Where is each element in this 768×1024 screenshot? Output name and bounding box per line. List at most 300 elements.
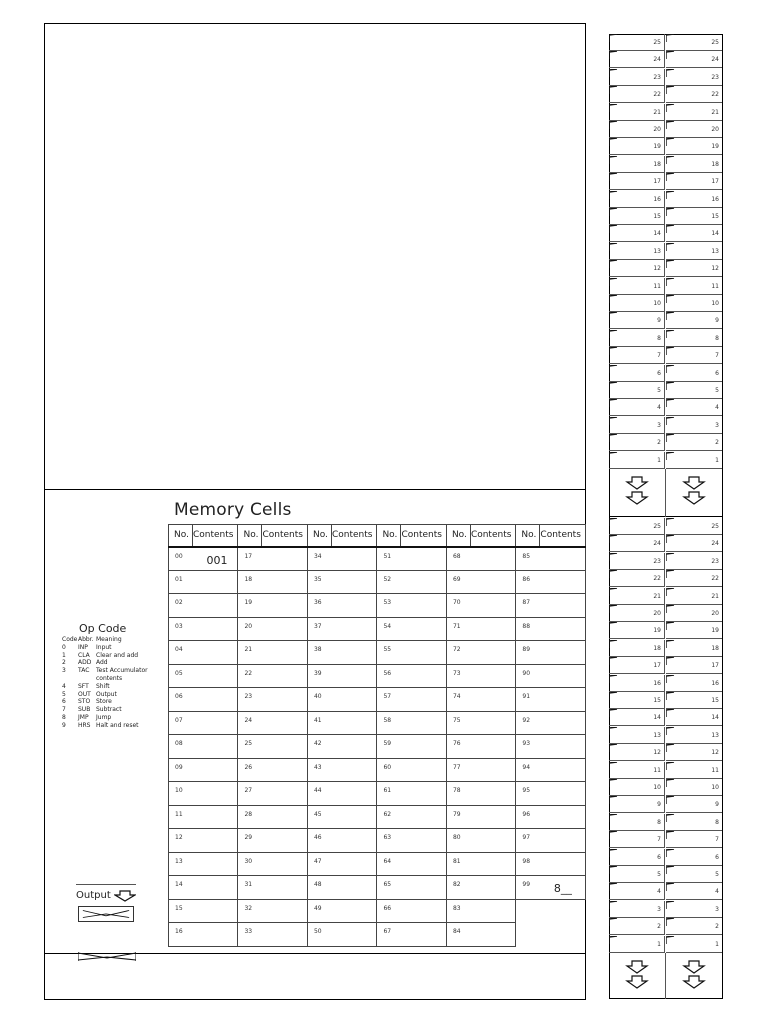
card-strip-cell[interactable] (609, 518, 665, 535)
memory-cell-contents[interactable] (470, 782, 515, 806)
card-strip-number: 3 (715, 421, 719, 429)
card-strip-cell[interactable] (609, 295, 665, 312)
card-strip-cell[interactable] (666, 121, 722, 138)
card-strip-cell[interactable] (609, 69, 665, 86)
memory-cell-contents[interactable] (401, 852, 446, 876)
memory-cell-contents[interactable] (540, 617, 585, 641)
memory-cell-contents[interactable] (540, 711, 585, 735)
card-strip-number: 14 (711, 230, 719, 238)
memory-cell-number (377, 876, 401, 900)
cell-address: 66 (383, 904, 392, 912)
table-row (169, 899, 586, 923)
corner-tick-icon (609, 382, 619, 392)
memory-cell-contents[interactable] (331, 923, 376, 947)
card-strip-cell[interactable] (666, 434, 722, 451)
card-strip-cell[interactable] (609, 796, 665, 813)
card-strip-cell[interactable] (609, 883, 665, 900)
card-strip-cell[interactable] (666, 452, 722, 469)
memory-cell-number (307, 711, 331, 735)
memory-cell-contents[interactable] (331, 641, 376, 665)
card-strip-cell[interactable] (609, 866, 665, 883)
memory-cell-contents[interactable] (401, 782, 446, 806)
memory-cell-contents[interactable] (540, 570, 585, 594)
memory-cell-contents[interactable] (262, 782, 307, 806)
card-strip-cell[interactable] (666, 347, 722, 364)
card-strip-cell[interactable] (666, 86, 722, 103)
memory-cell-contents[interactable] (540, 641, 585, 665)
card-strip-cell[interactable] (609, 918, 665, 935)
card-strip-number: 2 (657, 439, 661, 447)
memory-cell-contents[interactable] (262, 641, 307, 665)
memory-cell-contents[interactable] (540, 829, 585, 853)
card-strip-cell[interactable] (666, 312, 722, 329)
memory-cell-number (377, 852, 401, 876)
card-strip-cell[interactable] (609, 138, 665, 155)
memory-cell-contents[interactable] (401, 641, 446, 665)
memory-cell-contents[interactable] (470, 829, 515, 853)
cell-address: 72 (452, 646, 461, 653)
memory-cell-contents[interactable] (401, 899, 446, 923)
memory-cell-number (238, 899, 262, 923)
card-strip-cell[interactable] (609, 744, 665, 761)
card-strip-cell[interactable] (609, 312, 665, 329)
card-strip-number: 17 (711, 178, 719, 186)
card-strip-cell[interactable] (666, 208, 722, 225)
card-strip-cell[interactable] (609, 779, 665, 796)
card-strip-cell[interactable] (609, 225, 665, 242)
card-strip-cell[interactable] (666, 605, 722, 622)
memory-cell-contents[interactable] (331, 876, 376, 900)
cell-address: 83 (452, 904, 461, 912)
memory-cell-contents[interactable] (262, 617, 307, 641)
card-strip-cell[interactable] (666, 173, 722, 190)
card-strip-cell[interactable] (666, 657, 722, 674)
card-strip-number: 22 (653, 575, 661, 583)
cell-address: 16 (175, 928, 183, 935)
memory-cell-contents[interactable] (401, 711, 446, 735)
card-strip-cell[interactable] (609, 330, 665, 347)
card-strip-cell[interactable] (666, 796, 722, 813)
card-strip-cell[interactable] (609, 434, 665, 451)
cell-address: 30 (244, 857, 253, 865)
memory-cell-contents[interactable] (470, 758, 515, 782)
memory-cell-contents[interactable] (540, 758, 585, 782)
card-strip-cell[interactable] (609, 173, 665, 190)
card-strip-number: 3 (657, 421, 661, 429)
card-strip-cell[interactable] (666, 330, 722, 347)
memory-cell-contents[interactable] (540, 782, 585, 806)
card-strip-cell[interactable] (666, 675, 722, 692)
corner-tick-icon (666, 399, 676, 409)
memory-cell-contents[interactable] (540, 852, 585, 876)
card-strip-cell[interactable] (609, 936, 665, 953)
op-code: 4 (62, 682, 66, 690)
memory-cell-number (307, 641, 331, 665)
memory-cell-contents[interactable] (262, 594, 307, 618)
memory-cell-contents[interactable] (401, 735, 446, 759)
memory-cell-contents[interactable] (470, 876, 515, 900)
card-strip-cell[interactable] (666, 553, 722, 570)
card-strip-cell[interactable] (609, 849, 665, 866)
op-abbr: SFT (78, 682, 89, 690)
memory-cell-number (307, 782, 331, 806)
cell-address: 39 (313, 669, 322, 677)
memory-cell-number (169, 852, 193, 876)
memory-cell-contents[interactable] (193, 664, 238, 688)
memory-cell-contents[interactable] (331, 805, 376, 829)
card-strip-number: 24 (653, 540, 661, 548)
card-strip-number: 4 (657, 888, 661, 896)
op-abbr: HRS (78, 721, 91, 729)
card-strip-cell[interactable] (609, 570, 665, 587)
card-strip-cell[interactable] (609, 278, 665, 295)
memory-cell-contents[interactable] (401, 570, 446, 594)
card-strip-cell[interactable] (609, 831, 665, 848)
card-strip-cell[interactable] (666, 518, 722, 535)
cell-address: 56 (383, 669, 392, 677)
memory-cell-contents[interactable] (331, 547, 376, 571)
card-strip-cell[interactable] (609, 399, 665, 416)
card-strip-cell[interactable] (666, 709, 722, 726)
cell-address: 74 (452, 693, 461, 700)
card-strip-cell[interactable] (609, 365, 665, 382)
op-code-row (60, 652, 172, 660)
card-strip-cell[interactable] (609, 191, 665, 208)
memory-cell-number (169, 876, 193, 900)
memory-cell-contents[interactable] (331, 852, 376, 876)
memory-cell-contents[interactable] (401, 923, 446, 947)
memory-cell-contents[interactable] (331, 758, 376, 782)
card-strip-cell[interactable] (666, 779, 722, 796)
cell-address: 69 (452, 575, 461, 583)
memory-cell-contents[interactable] (262, 711, 307, 735)
card-strip-cell[interactable] (609, 553, 665, 570)
memory-cell-contents[interactable] (262, 876, 307, 900)
card-strip-cell[interactable] (609, 762, 665, 779)
card-strip-cell[interactable] (666, 866, 722, 883)
card-strip-cell[interactable] (609, 675, 665, 692)
card-strip-cell[interactable] (609, 51, 665, 68)
card-strip-cell[interactable] (666, 382, 722, 399)
memory-cell-number (238, 852, 262, 876)
card-strip-cell[interactable] (666, 640, 722, 657)
memory-cell-contents[interactable] (262, 852, 307, 876)
memory-cell-number (377, 758, 401, 782)
memory-cell-number (516, 570, 540, 594)
cell-address: 48 (313, 881, 322, 888)
cell-address: 32 (244, 904, 253, 912)
corner-tick-icon (666, 330, 676, 340)
card-strip-cell[interactable] (666, 365, 722, 382)
memory-cell-contents[interactable] (470, 688, 515, 712)
card-strip-cell[interactable] (609, 260, 665, 277)
memory-cell-number (307, 899, 331, 923)
corner-tick-icon (609, 918, 619, 928)
memory-cell-contents[interactable] (262, 570, 307, 594)
corner-tick-icon (609, 744, 619, 754)
card-strip-number: 23 (653, 557, 661, 565)
card-strip-number: 1 (715, 456, 719, 464)
memory-cell-contents[interactable] (470, 711, 515, 735)
card-strip-cell[interactable] (666, 417, 722, 434)
card-strip-cell[interactable] (609, 121, 665, 138)
card-strip-cell[interactable] (666, 588, 722, 605)
card-strip-cell[interactable] (609, 901, 665, 918)
output-rule (76, 884, 136, 885)
memory-cell-contents[interactable] (193, 711, 238, 735)
card-strip-number: 19 (711, 627, 719, 635)
memory-cell-contents[interactable] (262, 829, 307, 853)
card-strip-cell[interactable] (609, 709, 665, 726)
cell-address: 70 (452, 599, 461, 606)
memory-cell-contents[interactable] (470, 805, 515, 829)
memory-cell-contents[interactable] (470, 899, 515, 923)
op-meaning: Input (96, 643, 112, 651)
card-strip-cell[interactable] (609, 535, 665, 552)
card-strip-cell[interactable] (666, 295, 722, 312)
cell-address: 29 (244, 834, 253, 841)
cell-address: 38 (313, 646, 322, 653)
corner-tick-icon (609, 191, 619, 201)
memory-cell-contents[interactable] (331, 899, 376, 923)
table-row (169, 547, 586, 571)
card-strip-cell[interactable] (609, 727, 665, 744)
memory-cell-contents[interactable] (331, 594, 376, 618)
card-strip-number: 15 (711, 213, 719, 220)
card-strip-cell[interactable] (666, 34, 722, 51)
cell-address: 24 (244, 716, 253, 724)
card-strip-cell[interactable] (666, 901, 722, 918)
cell-address: 01 (175, 575, 183, 583)
op-header-meaning: Meaning (96, 636, 122, 643)
memory-cell-number (307, 876, 331, 900)
memory-cell-contents[interactable] (262, 805, 307, 829)
corner-tick-icon (609, 86, 619, 96)
cell-address: 15 (175, 904, 183, 912)
card-strip-number: 8 (715, 818, 719, 826)
op-header-code: Code (62, 636, 78, 643)
card-strip-cell[interactable] (609, 86, 665, 103)
memory-cell-contents[interactable] (193, 617, 238, 641)
card-strip-cell[interactable] (609, 452, 665, 469)
cell-address: 76 (452, 740, 461, 747)
memory-cell-contents[interactable] (262, 923, 307, 947)
card-strip-cell[interactable] (666, 260, 722, 277)
memory-cell-contents[interactable] (540, 805, 585, 829)
cell-address: 93 (522, 740, 531, 747)
memory-cell-contents[interactable] (401, 805, 446, 829)
memory-cell-contents[interactable] (401, 876, 446, 900)
strip-column-divider (665, 469, 666, 517)
memory-cell-contents[interactable] (331, 735, 376, 759)
card-strip-cell[interactable] (609, 104, 665, 121)
card-strip-cell[interactable] (666, 535, 722, 552)
memory-cell-contents[interactable] (470, 664, 515, 688)
card-strip-cell[interactable] (609, 347, 665, 364)
card-strip-cell[interactable] (666, 278, 722, 295)
cell-address: 54 (383, 622, 392, 630)
memory-cell-contents[interactable] (193, 852, 238, 876)
memory-cell-contents[interactable] (262, 758, 307, 782)
cell-address: 60 (383, 763, 392, 771)
corner-tick-icon (666, 260, 676, 270)
card-strip-cell[interactable] (609, 34, 665, 51)
card-strip-cell[interactable] (666, 762, 722, 779)
memory-cell-contents[interactable] (540, 688, 585, 712)
memory-cell-number (238, 711, 262, 735)
card-strip-cell[interactable] (609, 605, 665, 622)
memory-cell-number (169, 547, 193, 571)
memory-cell-contents[interactable] (262, 899, 307, 923)
card-strip-cell[interactable] (666, 104, 722, 121)
memory-cell-contents[interactable] (331, 570, 376, 594)
memory-cell-contents[interactable] (470, 594, 515, 618)
card-strip-cell[interactable] (666, 51, 722, 68)
card-strip-cell[interactable] (609, 814, 665, 831)
memory-cell-contents[interactable] (470, 735, 515, 759)
memory-cell-number (169, 641, 193, 665)
corner-tick-icon (666, 675, 676, 685)
corner-tick-icon (609, 156, 619, 166)
memory-cell-contents[interactable] (193, 594, 238, 618)
memory-cell-contents[interactable] (331, 617, 376, 641)
card-strip-cell[interactable] (609, 382, 665, 399)
card-strip-cell[interactable] (666, 936, 722, 953)
card-strip-cell[interactable] (609, 692, 665, 709)
card-strip-cell[interactable] (666, 918, 722, 935)
memory-cell-contents[interactable] (331, 664, 376, 688)
memory-cell-contents[interactable] (193, 829, 238, 853)
card-strip-cell[interactable] (609, 156, 665, 173)
memory-cell-contents[interactable] (470, 547, 515, 571)
card-strip-number: 5 (715, 387, 719, 394)
memory-cell-number (307, 923, 331, 947)
card-strip-cell[interactable] (666, 243, 722, 260)
card-strip-cell[interactable] (666, 883, 722, 900)
memory-cell-contents[interactable] (193, 899, 238, 923)
cell-address: 26 (244, 763, 253, 771)
card-strip-number: 12 (653, 749, 661, 757)
memory-cell-contents[interactable] (401, 547, 446, 571)
cell-address: 85 (522, 552, 531, 560)
memory-cell-contents[interactable] (331, 782, 376, 806)
strip-area (609, 34, 723, 999)
card-strip-cell[interactable] (609, 640, 665, 657)
card-strip-cell[interactable] (666, 849, 722, 866)
memory-cell-contents[interactable] (470, 641, 515, 665)
card-strip-cell[interactable] (666, 69, 722, 86)
card-strip-number: 5 (715, 871, 719, 878)
memory-cell-contents[interactable] (193, 735, 238, 759)
memory-cell-number (446, 899, 470, 923)
memory-cell-contents[interactable] (193, 782, 238, 806)
memory-cell-contents[interactable] (193, 805, 238, 829)
memory-cell-contents[interactable] (193, 876, 238, 900)
memory-cell-contents[interactable] (193, 758, 238, 782)
cell-address: 12 (175, 834, 183, 841)
op-abbr: CLA (78, 651, 90, 659)
card-strip-cell[interactable] (609, 417, 665, 434)
card-strip-cell[interactable] (666, 156, 722, 173)
corner-tick-icon (609, 173, 619, 183)
card-strip-number: 16 (711, 195, 719, 203)
card-strip-cell[interactable] (666, 727, 722, 744)
card-strip-number: 10 (653, 784, 661, 791)
memory-cell-number (446, 664, 470, 688)
memory-cell-contents[interactable] (401, 594, 446, 618)
card-strip-cell[interactable] (666, 814, 722, 831)
op-code-row (60, 675, 172, 683)
card-strip-cell[interactable] (666, 744, 722, 761)
memory-cell-contents[interactable] (193, 923, 238, 947)
card-strip-number: 2 (657, 923, 661, 931)
card-strip-cell[interactable] (666, 692, 722, 709)
corner-tick-icon (666, 452, 676, 462)
corner-tick-icon (666, 434, 676, 444)
card-strip-cell[interactable] (666, 191, 722, 208)
corner-tick-icon (666, 866, 676, 876)
memory-cell-contents[interactable] (540, 664, 585, 688)
card-strip-cell[interactable] (666, 622, 722, 639)
memory-cell-contents[interactable] (540, 735, 585, 759)
memory-cell-contents[interactable] (401, 617, 446, 641)
memory-cell-contents[interactable] (401, 664, 446, 688)
memory-cell-contents[interactable] (193, 688, 238, 712)
memory-cell-contents[interactable] (540, 594, 585, 618)
card-strip-cell[interactable] (666, 570, 722, 587)
card-strip-cell[interactable] (666, 225, 722, 242)
memory-cell-contents[interactable] (262, 547, 307, 571)
memory-cell-contents[interactable] (193, 547, 238, 571)
op-abbr: OUT (78, 690, 91, 698)
corner-tick-icon (609, 831, 619, 841)
memory-cells-table (168, 524, 586, 947)
card-strip-number: 18 (653, 644, 661, 652)
corner-tick-icon (609, 260, 619, 270)
memory-cell-contents[interactable] (193, 641, 238, 665)
memory-cell-contents[interactable] (331, 829, 376, 853)
card-strip-cell[interactable] (666, 399, 722, 416)
memory-cell-contents[interactable] (540, 547, 585, 571)
memory-cell-contents[interactable] (193, 570, 238, 594)
card-strip-cell[interactable] (609, 588, 665, 605)
card-strip-cell[interactable] (666, 831, 722, 848)
memory-cell-contents[interactable] (470, 923, 515, 947)
memory-cell-contents[interactable] (470, 617, 515, 641)
memory-cell-contents[interactable] (331, 711, 376, 735)
memory-cell-contents[interactable] (540, 876, 585, 900)
memory-cell-contents[interactable] (262, 688, 307, 712)
card-strip-cell[interactable] (609, 622, 665, 639)
memory-cell-contents[interactable] (401, 829, 446, 853)
card-strip-cell[interactable] (609, 208, 665, 225)
corner-tick-icon (609, 518, 619, 528)
memory-cell-contents[interactable] (470, 852, 515, 876)
memory-cell-contents[interactable] (401, 688, 446, 712)
card-strip-number: 4 (715, 888, 719, 896)
card-strip-number: 6 (657, 369, 661, 377)
card-strip-number: 2 (715, 923, 719, 931)
card-strip-cell[interactable] (609, 243, 665, 260)
card-strip-number: 18 (711, 644, 719, 652)
memory-cell-contents[interactable] (262, 735, 307, 759)
memory-cell-contents[interactable] (401, 758, 446, 782)
card-strip-cell[interactable] (666, 138, 722, 155)
memory-cell-contents[interactable] (331, 688, 376, 712)
memory-cell-contents[interactable] (262, 664, 307, 688)
card-strip-cell[interactable] (609, 657, 665, 674)
memory-cell-contents[interactable] (470, 570, 515, 594)
